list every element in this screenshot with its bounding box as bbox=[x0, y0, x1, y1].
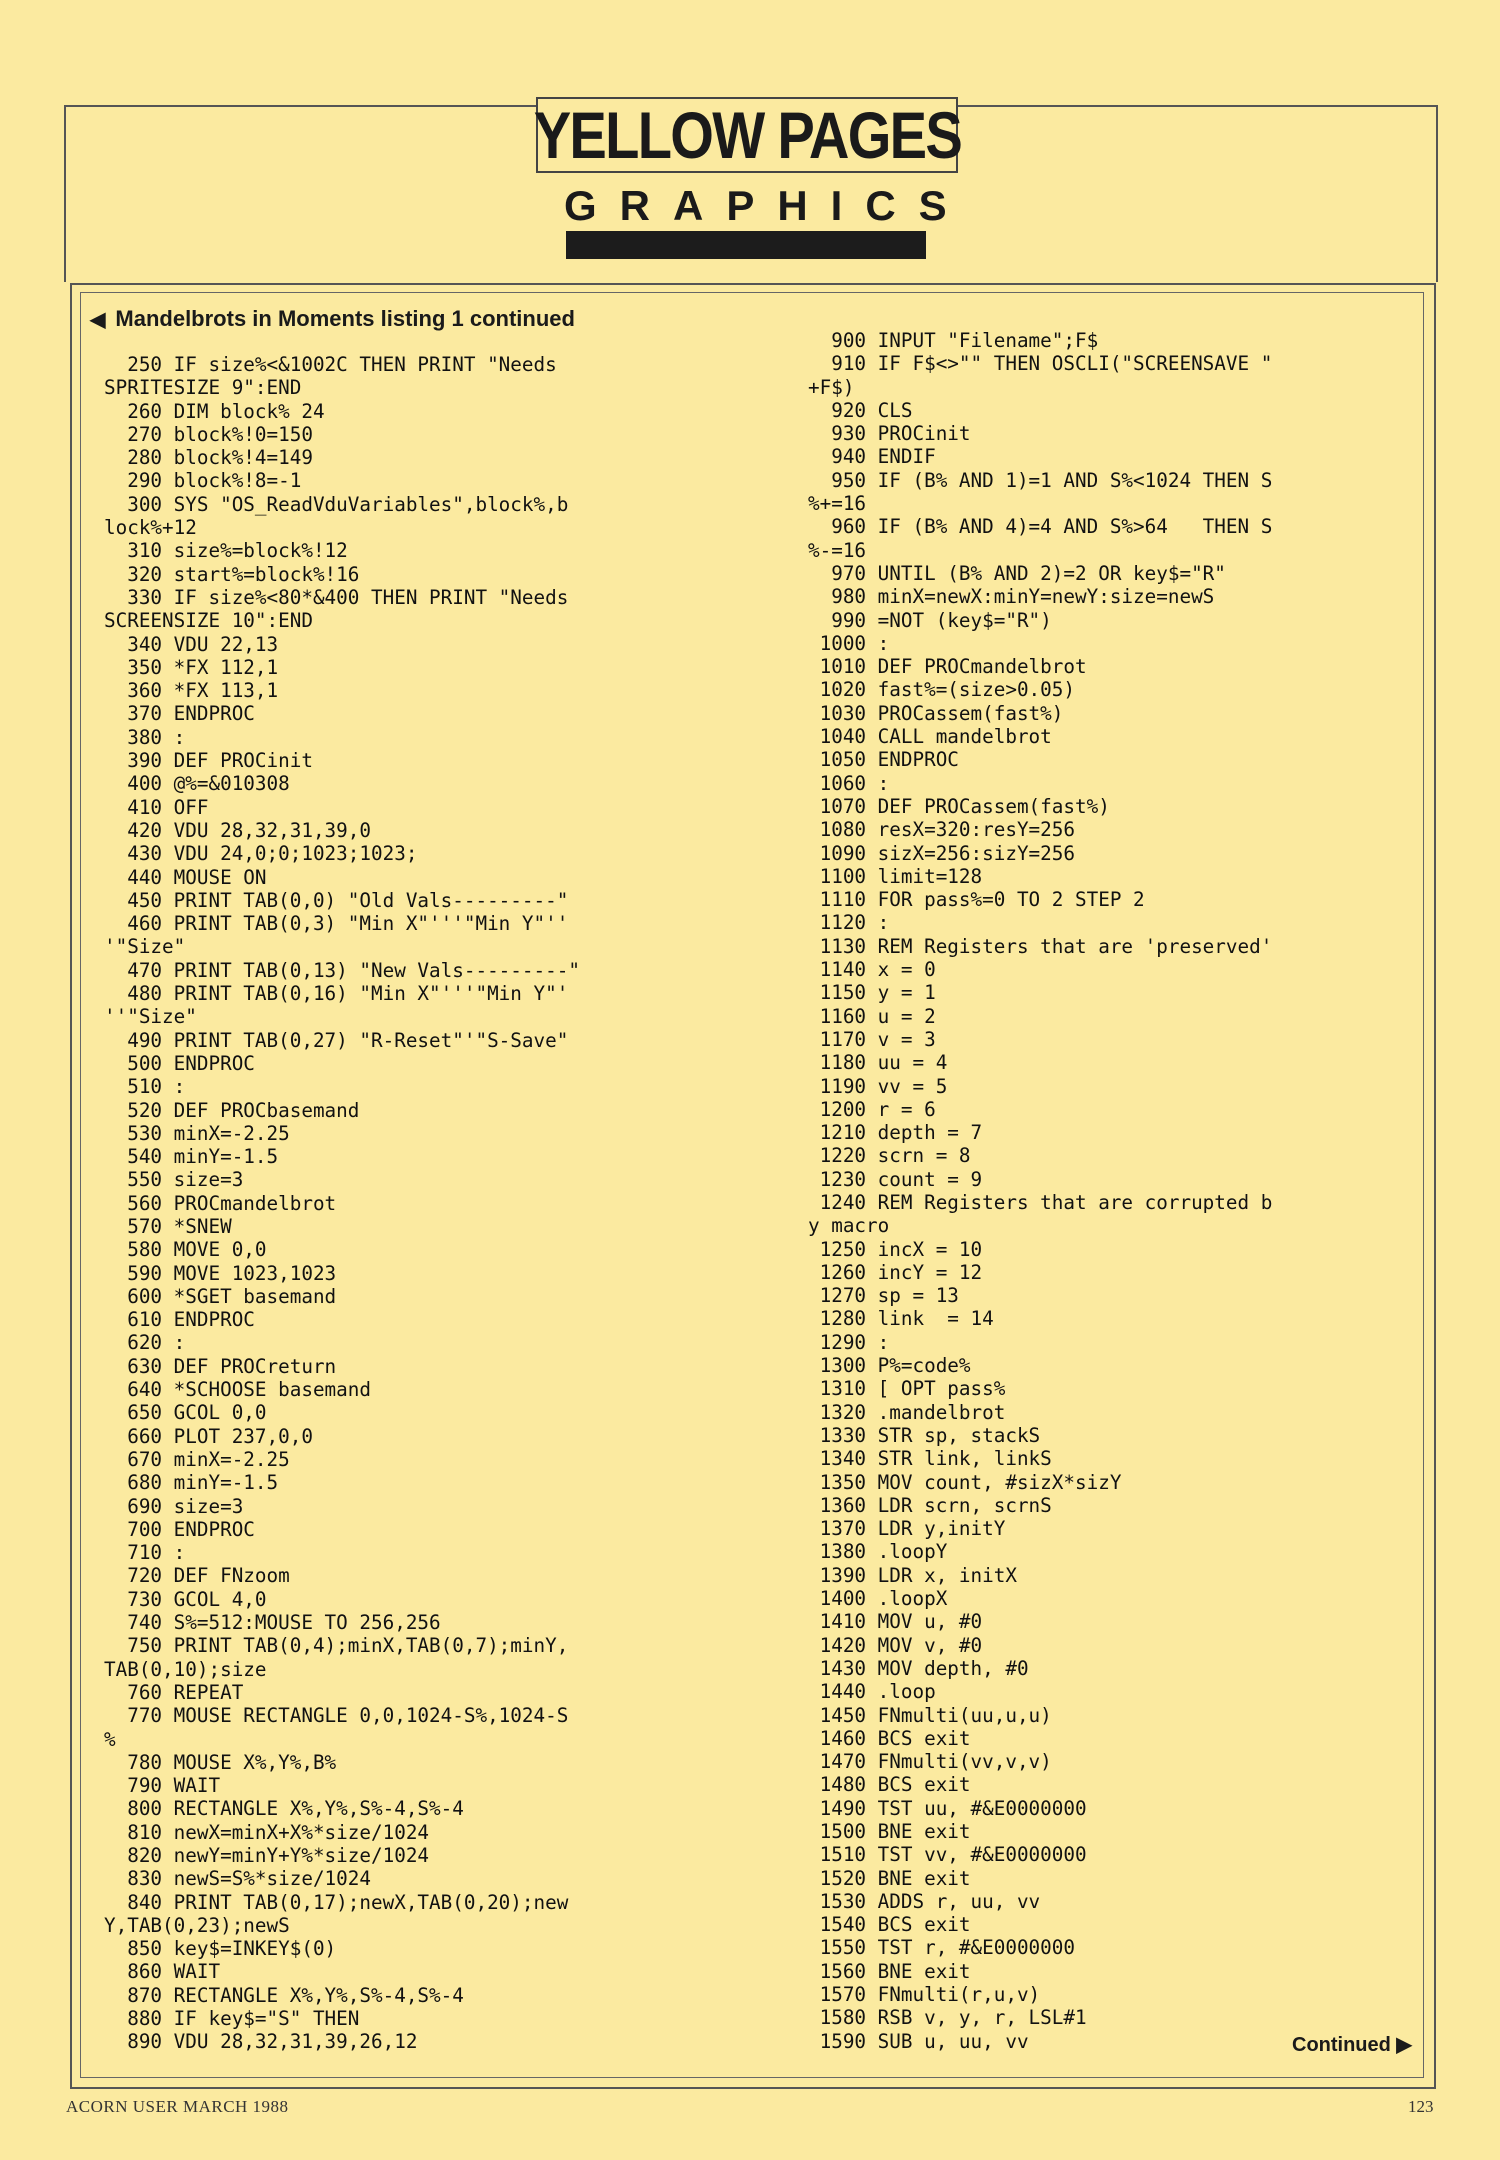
code-line: 1290 : bbox=[808, 1330, 890, 1354]
page-number: 123 bbox=[1408, 2097, 1434, 2116]
code-line: 1320 .mandelbrot bbox=[808, 1400, 1006, 1424]
code-line: 390 DEF PROCinit bbox=[104, 749, 313, 773]
code-line: 520 DEF PROCbasemand bbox=[104, 1098, 360, 1122]
code-line: %-=16 bbox=[808, 538, 867, 562]
code-line: 770 MOUSE RECTANGLE 0,0,1024-S%,1024-S bbox=[104, 1704, 569, 1728]
code-line: 990 =NOT (key$="R") bbox=[808, 608, 1052, 632]
code-line: 1460 BCS exit bbox=[808, 1726, 971, 1750]
code-line: 960 IF (B% AND 4)=4 AND S%>64 THEN S bbox=[808, 515, 1273, 539]
code-line: 600 *SGET basemand bbox=[104, 1284, 337, 1308]
code-line: 1470 FNmulti(vv,v,v) bbox=[808, 1750, 1052, 1774]
code-line: 710 : bbox=[104, 1541, 186, 1565]
code-line: 1230 count = 9 bbox=[808, 1167, 983, 1191]
code-line: lock%+12 bbox=[104, 516, 197, 540]
code-line: 1390 LDR x, initX bbox=[808, 1563, 1017, 1587]
code-line: 400 @%=&010308 bbox=[104, 772, 290, 796]
code-line: 1030 PROCassem(fast%) bbox=[808, 701, 1064, 725]
code-line: 1340 STR link, linkS bbox=[808, 1447, 1052, 1471]
code-line: 610 ENDPROC bbox=[104, 1308, 255, 1332]
code-line: 850 key$=INKEY$(0) bbox=[104, 1937, 337, 1961]
code-line: 880 IF key$="S" THEN bbox=[104, 2007, 360, 2031]
code-line: 490 PRINT TAB(0,27) "R-Reset"'"S-Save" bbox=[104, 1028, 569, 1052]
code-line: 1430 MOV depth, #0 bbox=[808, 1656, 1029, 1680]
code-line: 620 : bbox=[104, 1331, 186, 1355]
code-line: 420 VDU 28,32,31,39,0 bbox=[104, 818, 371, 842]
code-line: 530 minX=-2.25 bbox=[104, 1121, 290, 1145]
code-line: 270 block%!0=150 bbox=[104, 422, 313, 446]
footer-publication: ACORN USER MARCH 1988 bbox=[66, 2097, 289, 2116]
code-line: 730 GCOL 4,0 bbox=[104, 1587, 267, 1611]
code-line: 670 minX=-2.25 bbox=[104, 1447, 290, 1471]
code-line: 1330 STR sp, stackS bbox=[808, 1423, 1041, 1447]
code-line: y macro bbox=[808, 1214, 890, 1238]
code-line: 830 newS=S%*size/1024 bbox=[104, 1867, 371, 1891]
code-line: 1580 RSB v, y, r, LSL#1 bbox=[808, 2006, 1087, 2030]
code-line: 760 REPEAT bbox=[104, 1680, 244, 1704]
code-line: 1170 v = 3 bbox=[808, 1027, 936, 1051]
code-line: 1400 .loopX bbox=[808, 1587, 948, 1611]
code-line: 450 PRINT TAB(0,0) "Old Vals---------" bbox=[104, 888, 569, 912]
code-line: 1360 LDR scrn, scrnS bbox=[808, 1493, 1052, 1517]
code-line: 1180 uu = 4 bbox=[808, 1051, 948, 1075]
code-line: 840 PRINT TAB(0,17);newX,TAB(0,20);new bbox=[104, 1890, 569, 1914]
code-line: 1550 TST r, #&E0000000 bbox=[808, 1936, 1075, 1960]
code-line: 1370 LDR y,initY bbox=[808, 1517, 1006, 1541]
code-line: 1060 : bbox=[808, 771, 890, 795]
code-line: 1280 link = 14 bbox=[808, 1307, 994, 1331]
code-line: ''"Size" bbox=[104, 1005, 197, 1029]
code-line: 820 newY=minY+Y%*size/1024 bbox=[104, 1844, 430, 1867]
code-listing-left bbox=[104, 353, 580, 2054]
caption-text: Mandelbrots in Moments listing 1 continued bbox=[115, 306, 575, 331]
code-line: 1110 FOR pass%=0 TO 2 STEP 2 bbox=[808, 888, 1145, 912]
code-line: 1090 sizX=256:sizY=256 bbox=[808, 841, 1075, 865]
code-line: 290 block%!8=-1 bbox=[104, 469, 302, 493]
code-line: 1300 P%=code% bbox=[808, 1354, 971, 1378]
code-line: 1140 x = 0 bbox=[808, 958, 936, 982]
code-line: 750 PRINT TAB(0,4);minX,TAB(0,7);minY, bbox=[104, 1634, 569, 1658]
code-line: 630 DEF PROCreturn bbox=[104, 1354, 337, 1378]
section-title: GRAPHICS bbox=[564, 182, 970, 229]
code-line: 890 VDU 28,32,31,39,26,12 bbox=[104, 2030, 418, 2054]
code-line: 970 UNTIL (B% AND 2)=2 OR key$="R" bbox=[808, 561, 1226, 585]
code-line: 440 MOUSE ON bbox=[104, 865, 267, 889]
section-bar bbox=[566, 231, 926, 259]
code-line: 350 *FX 112,1 bbox=[104, 655, 279, 679]
code-line: 260 DIM block% 24 bbox=[104, 399, 325, 423]
code-line: 720 DEF FNzoom bbox=[104, 1564, 290, 1588]
code-line: 1200 r = 6 bbox=[808, 1097, 936, 1121]
code-line: 330 IF size%<80*&400 THEN PRINT "Needs bbox=[104, 585, 569, 609]
code-line: 1070 DEF PROCassem(fast%) bbox=[808, 794, 1110, 818]
listing-caption bbox=[90, 306, 575, 332]
code-line: 1120 : bbox=[808, 911, 890, 935]
code-line: 680 minY=-1.5 bbox=[104, 1471, 279, 1495]
code-line: 1350 MOV count, #sizX*sizY bbox=[808, 1470, 1122, 1494]
header-title-box bbox=[533, 97, 961, 173]
code-line: 1500 BNE exit bbox=[808, 1820, 971, 1843]
code-line: 1540 BCS exit bbox=[808, 1913, 971, 1937]
code-line: 310 size%=block%!12 bbox=[104, 539, 348, 563]
code-line: 780 MOUSE X%,Y%,B% bbox=[104, 1750, 337, 1774]
code-line: 1100 limit=128 bbox=[808, 864, 983, 888]
code-line: 500 ENDPROC bbox=[104, 1051, 255, 1075]
code-line: 1250 incX = 10 bbox=[808, 1237, 983, 1261]
code-line: 1510 TST vv, #&E0000000 bbox=[808, 1843, 1087, 1867]
continued-label: Continued ▶ bbox=[1292, 2034, 1412, 2056]
code-line: 1420 MOV v, #0 bbox=[808, 1633, 983, 1657]
code-line: SPRITESIZE 9":END bbox=[104, 376, 302, 400]
code-line: 510 : bbox=[104, 1075, 186, 1099]
code-line: 1190 vv = 5 bbox=[808, 1074, 948, 1098]
code-line: 550 size=3 bbox=[104, 1168, 244, 1192]
code-line: 1490 TST uu, #&E0000000 bbox=[808, 1796, 1087, 1820]
code-line: 1160 u = 2 bbox=[808, 1004, 936, 1028]
code-line: 1050 ENDPROC bbox=[808, 748, 959, 772]
code-line: 460 PRINT TAB(0,3) "Min X"'''"Min Y"'' bbox=[104, 912, 569, 936]
code-line: 1240 REM Registers that are corrupted b bbox=[808, 1190, 1273, 1214]
code-line: 1310 [ OPT pass% bbox=[808, 1377, 1006, 1401]
code-line: 790 WAIT bbox=[104, 1774, 221, 1798]
code-line: 540 minY=-1.5 bbox=[104, 1145, 279, 1169]
code-listing-right bbox=[808, 329, 1272, 2053]
page-title: YELLOW PAGES bbox=[533, 98, 961, 172]
code-line: 1150 y = 1 bbox=[808, 981, 936, 1005]
code-line: 470 PRINT TAB(0,13) "New Vals---------" bbox=[104, 958, 580, 982]
code-line: 690 size=3 bbox=[104, 1494, 244, 1518]
code-line: 1380 .loopY bbox=[808, 1540, 948, 1564]
code-line: 570 *SNEW bbox=[104, 1214, 232, 1238]
code-line: '"Size" bbox=[104, 935, 186, 959]
code-line: 360 *FX 113,1 bbox=[104, 679, 279, 703]
code-line: 1450 FNmulti(uu,u,u) bbox=[808, 1703, 1052, 1727]
code-line: 1590 SUB u, uu, vv bbox=[808, 2029, 1029, 2053]
code-line: 1260 incY = 12 bbox=[808, 1260, 983, 1284]
code-line: 1530 ADDS r, uu, vv bbox=[808, 1889, 1041, 1913]
code-line: 1010 DEF PROCmandelbrot bbox=[808, 655, 1087, 679]
code-line: TAB(0,10);size bbox=[104, 1657, 267, 1681]
code-line: 380 : bbox=[104, 725, 186, 749]
code-line: 1480 BCS exit bbox=[808, 1773, 971, 1797]
code-line: 340 VDU 22,13 bbox=[104, 632, 279, 656]
code-line: 940 ENDIF bbox=[808, 445, 936, 469]
code-line: 980 minX=newX:minY=newY:size=newS bbox=[808, 585, 1215, 609]
code-line: 590 MOVE 1023,1023 bbox=[104, 1261, 337, 1285]
code-line: 1220 scrn = 8 bbox=[808, 1144, 971, 1168]
code-line: 1210 depth = 7 bbox=[808, 1121, 983, 1145]
code-line: 280 block%!4=149 bbox=[104, 446, 313, 470]
code-line: 700 ENDPROC bbox=[104, 1517, 255, 1541]
code-line: 1020 fast%=(size>0.05) bbox=[808, 678, 1075, 702]
code-line: 950 IF (B% AND 1)=1 AND S%<1024 THEN S bbox=[808, 468, 1273, 492]
left-triangle-icon: ◀ bbox=[90, 308, 106, 331]
code-line: 1410 MOV u, #0 bbox=[808, 1610, 983, 1634]
code-line: 300 SYS "OS_ReadVduVariables",block%,b bbox=[104, 492, 569, 516]
code-line: 320 start%=block%!16 bbox=[104, 562, 360, 586]
code-line: 900 INPUT "Filename";F$ bbox=[808, 329, 1099, 352]
code-line: 810 newX=minX+X%*size/1024 bbox=[104, 1820, 430, 1844]
code-line: Y,TAB(0,23);newS bbox=[104, 1913, 290, 1937]
code-line: 370 ENDPROC bbox=[104, 702, 255, 726]
code-line: 860 WAIT bbox=[104, 1960, 221, 1984]
code-line: 930 PROCinit bbox=[808, 422, 971, 446]
code-line: 1440 .loop bbox=[808, 1680, 936, 1704]
code-line: 920 CLS bbox=[808, 398, 913, 422]
code-line: 1520 BNE exit bbox=[808, 1866, 971, 1890]
code-line: 1040 CALL mandelbrot bbox=[808, 725, 1052, 749]
code-line: 560 PROCmandelbrot bbox=[104, 1191, 337, 1215]
code-line: 910 IF F$<>"" THEN OSCLI("SCREENSAVE " bbox=[808, 352, 1273, 376]
code-line: 640 *SCHOOSE basemand bbox=[104, 1378, 371, 1402]
code-line: 430 VDU 24,0;0;1023;1023; bbox=[104, 842, 418, 866]
code-line: +F$) bbox=[808, 375, 855, 399]
code-line: % bbox=[104, 1727, 116, 1751]
code-line: 1560 BNE exit bbox=[808, 1959, 971, 1983]
code-line: %+=16 bbox=[808, 492, 867, 516]
code-line: 1080 resX=320:resY=256 bbox=[808, 818, 1075, 842]
code-line: 580 MOVE 0,0 bbox=[104, 1238, 267, 1262]
code-line: 1000 : bbox=[808, 631, 890, 655]
code-line: 1570 FNmulti(r,u,v) bbox=[808, 1983, 1041, 2007]
code-line: SCREENSIZE 10":END bbox=[104, 609, 313, 633]
code-line: 1270 sp = 13 bbox=[808, 1284, 959, 1308]
code-line: 800 RECTANGLE X%,Y%,S%-4,S%-4 bbox=[104, 1797, 464, 1821]
code-line: 250 IF size%<&1002C THEN PRINT "Needs bbox=[104, 353, 557, 376]
code-line: 1130 REM Registers that are 'preserved' bbox=[808, 934, 1273, 958]
code-line: 650 GCOL 0,0 bbox=[104, 1401, 267, 1425]
code-line: 480 PRINT TAB(0,16) "Min X"'''"Min Y"' bbox=[104, 982, 569, 1006]
code-line: 740 S%=512:MOUSE TO 256,256 bbox=[104, 1611, 441, 1635]
code-line: 660 PLOT 237,0,0 bbox=[104, 1424, 313, 1448]
code-line: 410 OFF bbox=[104, 795, 209, 819]
code-line: 870 RECTANGLE X%,Y%,S%-4,S%-4 bbox=[104, 1983, 464, 2007]
